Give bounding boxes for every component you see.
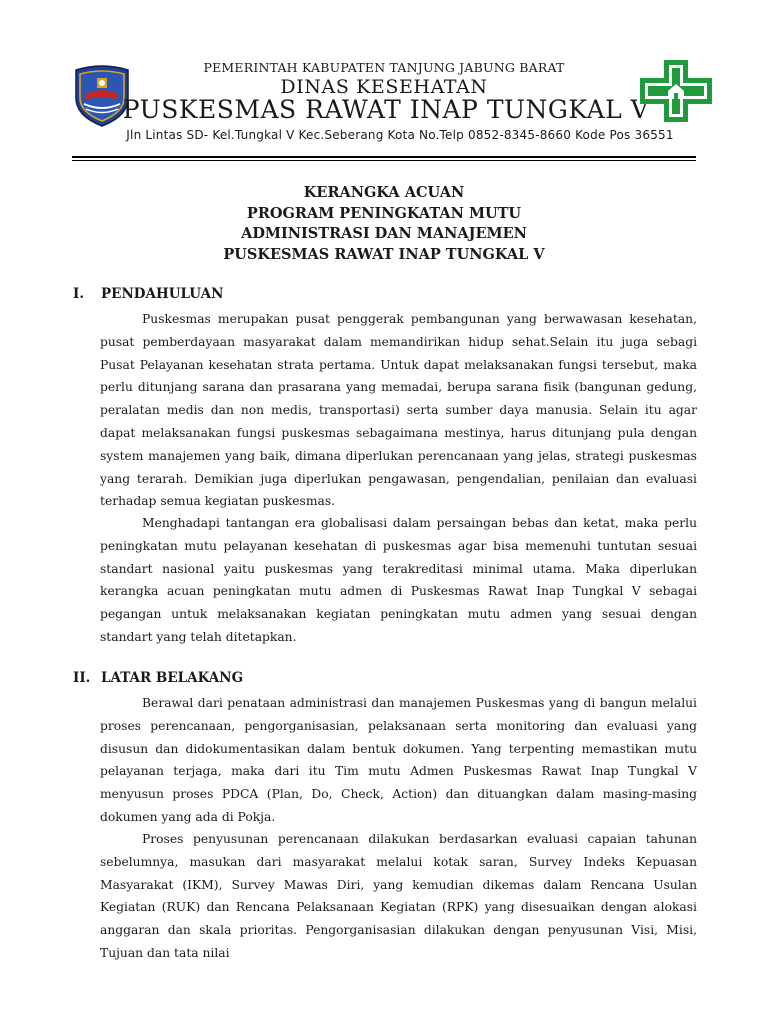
title-line-3: ADMINISTRASI DAN MANAJEMEN bbox=[241, 225, 527, 242]
title-line-4: PUSKESMAS RAWAT INAP TUNGKAL V bbox=[223, 245, 545, 263]
section-title: LATAR BELAKANG bbox=[101, 670, 244, 686]
document-title bbox=[0, 183, 768, 265]
letterhead-address: Jln Lintas SD- Kel.Tungkal V Kec.Seberang Kota No.Telp 0852-8345-8660 Kode Pos 36551 bbox=[126, 128, 674, 142]
letterhead-divider-thick bbox=[72, 156, 696, 158]
section-number: II. bbox=[73, 670, 91, 686]
section-heading-latar-belakang bbox=[0, 670, 768, 690]
paragraph: Menghadapi tantangan era globalisasi dalam persaingan bebas dan ketat, maka perlu peningkatan mutu pelayanan kesehatan di puskesmas agar bisa memenuhi tuntutan sesuai standart nasional yaitu puskesmas yang terakreditasi minimal utama. Maka diperlukan kerangka acuan peningkatan mutu admen di Puskesmas Rawat Inap Tungkal V sebagai pegangan untuk melaksanakan kegiatan peningkatan mutu admen yang sesuai dengan standart yang telah ditetapkan. bbox=[100, 516, 697, 644]
paragraph: Berawal dari penataan administrasi dan manajemen Puskesmas yang di bangun melalui proses perencanaan, pengorganisasian, pelaksanaan serta monitoring dan evaluasi yang disusun dan didokumentasikan dalam bentuk dokumen. Yang terpenting memastikan mutu pelayanan terjaga, maka dari itu Tim mutu Admen Puskesmas Rawat Inap Tungkal V menyusun proses PDCA (Plan, Do, Check, Action) dan dituangkan dalam masing-masing dokumen yang ada di Pokja. bbox=[100, 696, 697, 824]
section-title: PENDAHULUAN bbox=[101, 286, 224, 302]
paragraph: Proses penyusunan perencanaan dilakukan berdasarkan evaluasi capaian tahunan sebelumnya, masukan dari masyarakat melalui kotak saran, Survey Indeks Kepuasan Masyarakat (IKM), Survey Mawas Diri, yang kemudian dikemas dalam Rencana Usulan Kegiatan (RUK) dan Rencana Pelaksanaan Kegiatan (RPK) yang disesuaikan dengan alokasi anggaran dan skala prioritas. Pengorganisasian dilakukan dengan penyusunan Visi, Misi, Tujuan dan tata nilai bbox=[100, 832, 697, 960]
title-line-1: KERANGKA ACUAN bbox=[303, 184, 465, 201]
letterhead-government: PEMERINTAH KABUPATEN TANJUNG JABUNG BARAT bbox=[203, 60, 565, 75]
puskesmas-cross-logo bbox=[638, 58, 714, 124]
section-heading-pendahuluan bbox=[0, 286, 768, 306]
title-line-2: PROGRAM PENINGKATAN MUTU bbox=[246, 204, 522, 222]
section-number: I. bbox=[73, 286, 85, 302]
letterhead-department: DINAS KESEHATAN bbox=[280, 76, 488, 98]
letterhead-institution: PUSKESMAS RAWAT INAP TUNGKAL V bbox=[122, 95, 650, 124]
letterhead-divider-thin bbox=[72, 160, 696, 161]
paragraph: Puskesmas merupakan pusat penggerak pembangunan yang berwawasan kesehatan, pusat pemberdayaan masyarakat dalam memandirikan hidup sehat.Selain itu juga sebagi Pusat Pelayanan kesehatan strata pertama. Untuk dapat melaksanakan fungsi tersebut, maka perlu ditunjang sarana dan prasarana yang memadai, berupa sarana fisik (bangunan gedung, peralatan medis dan non medis, transportasi) serta sumber daya manusia. Selain itu agar dapat melaksanakan fungsi puskesmas sebagaimana mestinya, harus ditunjang pula dengan system manajemen yang baik, dimana diperlukan perencanaan yang jelas, strategi puskesmas yang terarah. Demikian juga diperlukan pengawasan, pengendalian, penilaian dan evaluasi terhadap semua kegiatan puskesmas. bbox=[100, 312, 697, 509]
